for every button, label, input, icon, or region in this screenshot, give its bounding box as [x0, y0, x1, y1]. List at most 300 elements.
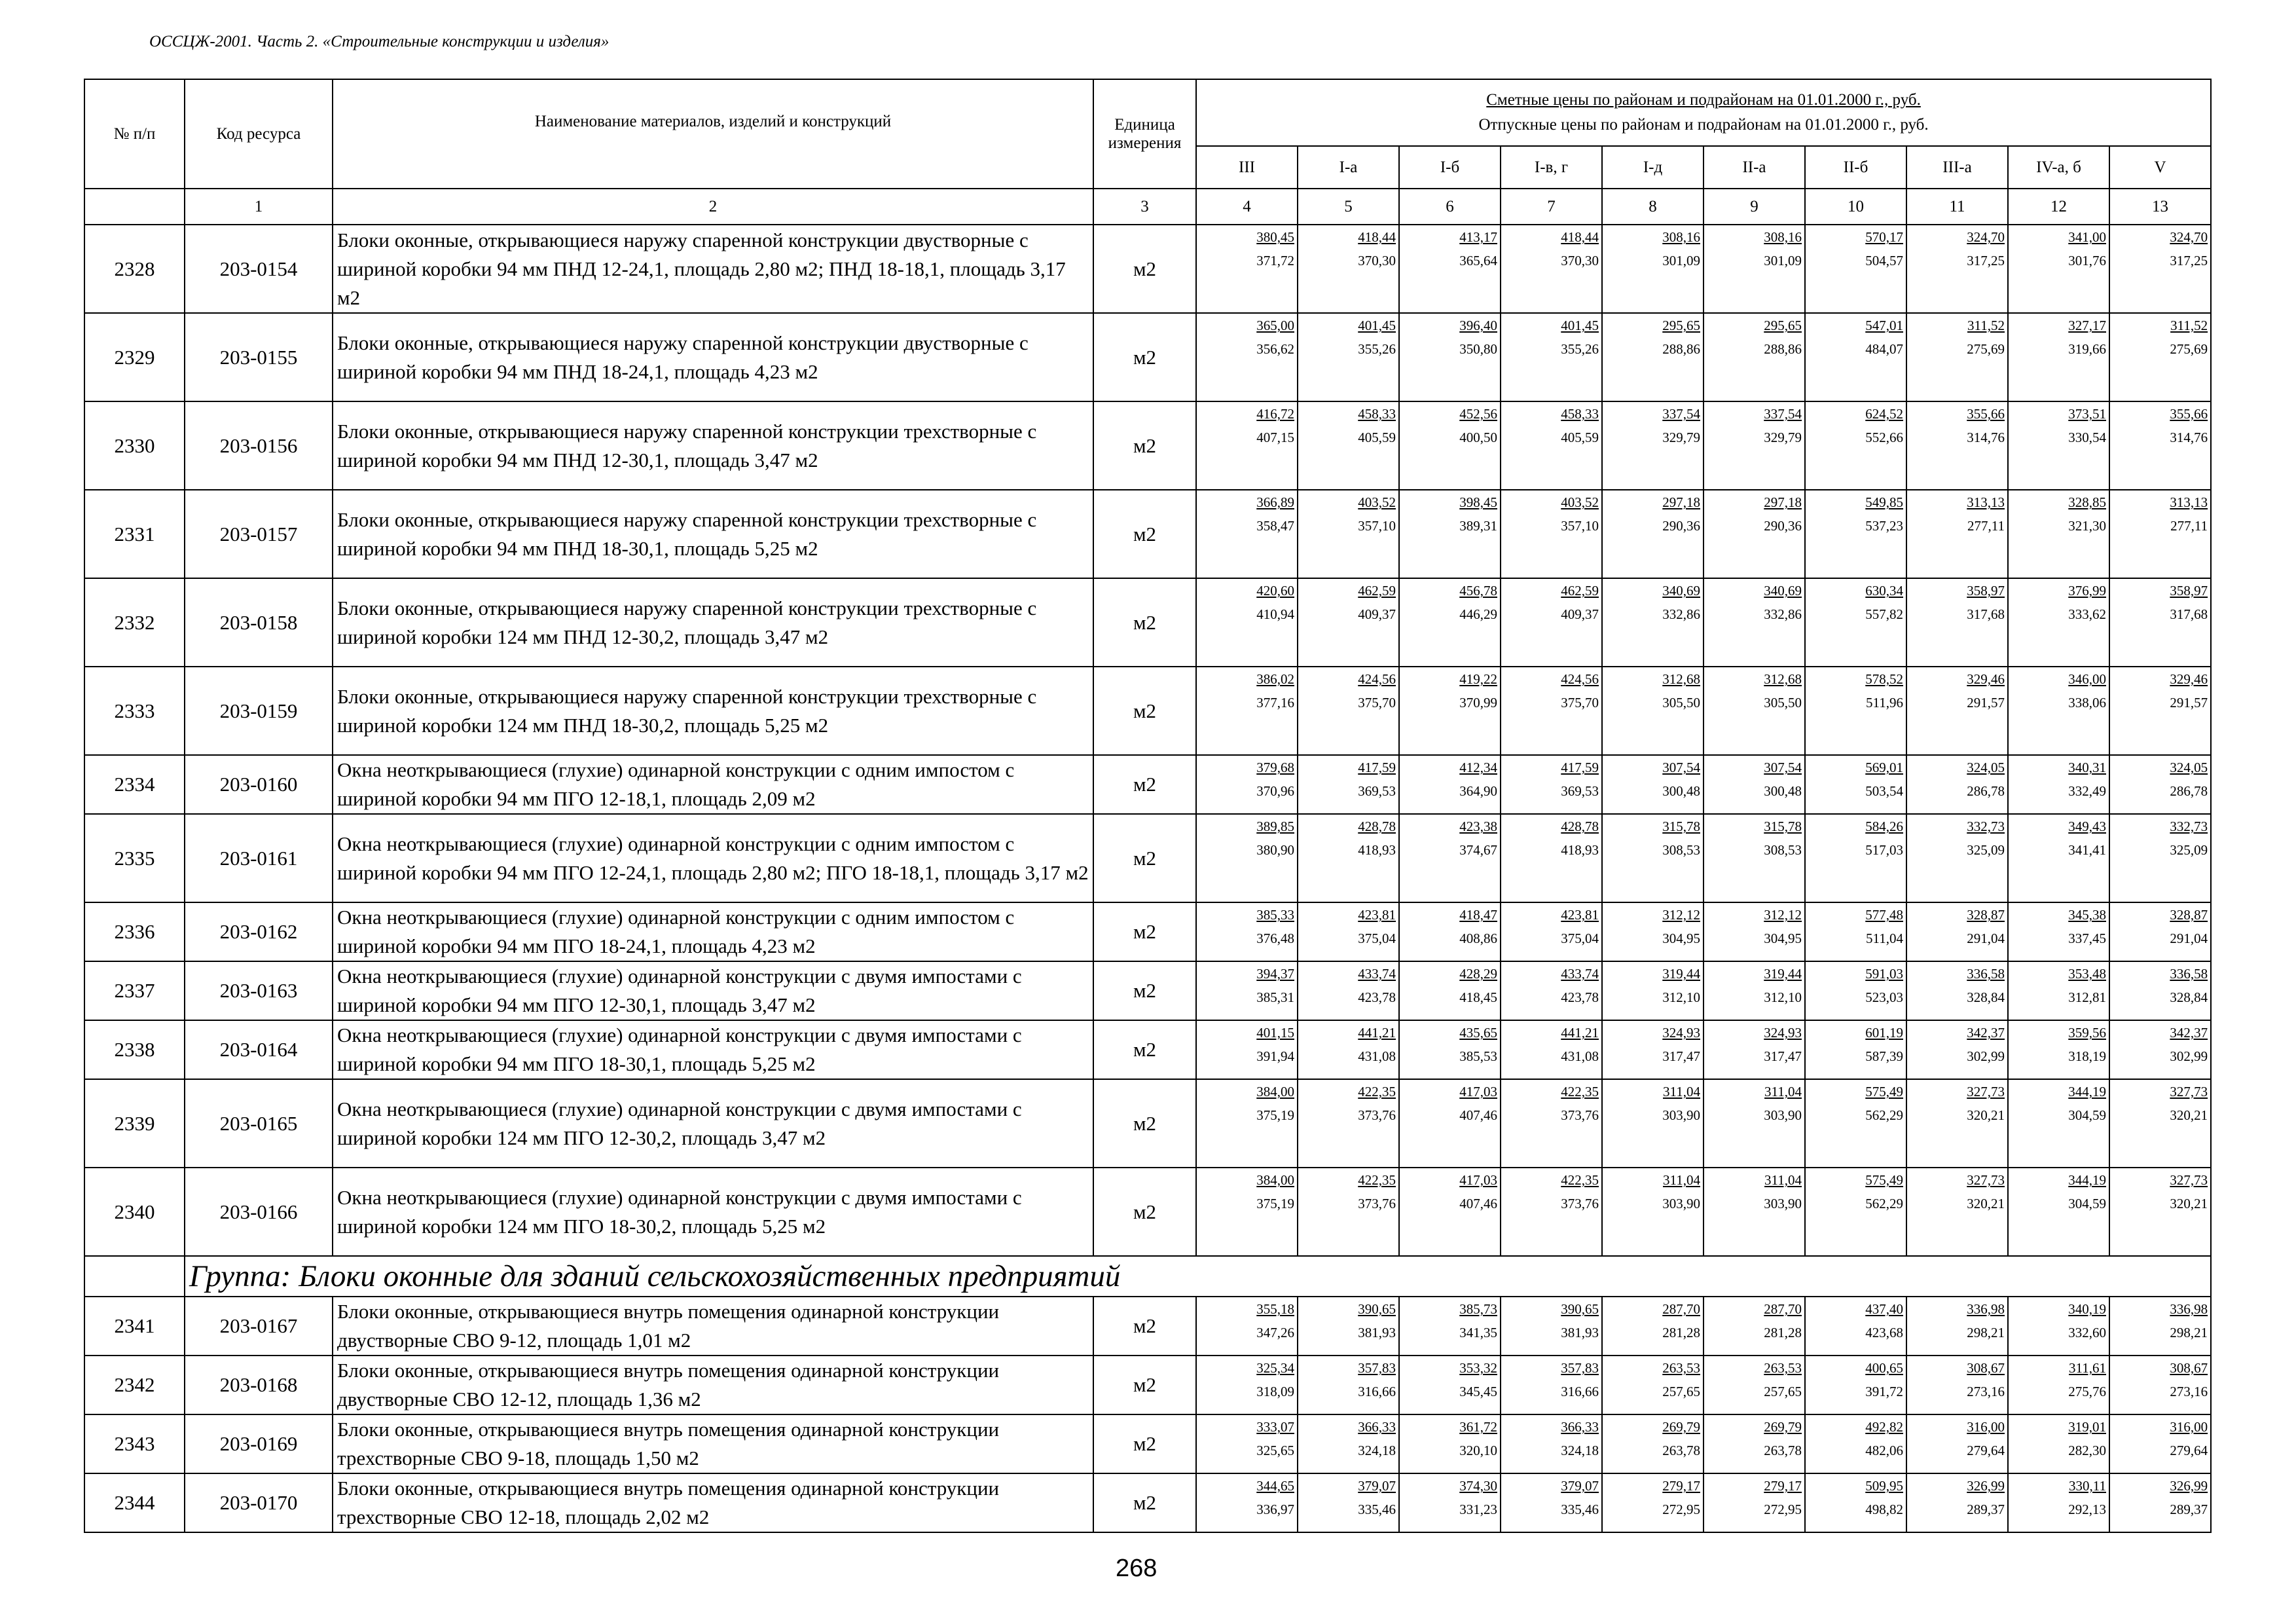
- price-cell: [1298, 1020, 1399, 1079]
- release-price: 370,99: [1459, 695, 1497, 710]
- release-price: 391,94: [1256, 1048, 1294, 1064]
- estimate-price: 428,78: [1561, 819, 1599, 834]
- price-cell: [1501, 1356, 1602, 1414]
- estimate-price: 340,69: [1764, 583, 1802, 599]
- price-cell: [1906, 1020, 2008, 1079]
- price-cell: [1399, 578, 1501, 667]
- release-price: 318,19: [2068, 1048, 2106, 1064]
- header-prices: [1196, 79, 2211, 146]
- release-price: 370,96: [1256, 783, 1294, 799]
- estimate-price: 342,37: [2170, 1025, 2208, 1041]
- estimate-price: 433,74: [1358, 966, 1396, 982]
- row-number: 2333: [84, 667, 185, 755]
- estimate-price: 328,85: [2068, 494, 2106, 510]
- region-header: I-а: [1298, 146, 1399, 189]
- release-price: 407,15: [1256, 430, 1294, 445]
- estimate-price: 332,73: [1967, 819, 2005, 834]
- estimate-price: 373,51: [2068, 406, 2106, 422]
- release-price: 391,72: [1865, 1384, 1903, 1399]
- header-num: № п/п: [84, 79, 185, 189]
- estimate-price: 319,44: [1662, 966, 1700, 982]
- price-cell: [1501, 1168, 1602, 1256]
- price-cell: [1602, 961, 1704, 1020]
- unit-of-measure: м2: [1093, 578, 1196, 667]
- price-cell: [1399, 667, 1501, 755]
- price-cell: [1298, 1297, 1399, 1356]
- estimate-price: 324,93: [1764, 1025, 1802, 1041]
- estimate-price: 601,19: [1865, 1025, 1903, 1041]
- release-price: 332,60: [2068, 1325, 2106, 1340]
- estimate-price: 340,19: [2068, 1301, 2106, 1317]
- release-price: 385,31: [1256, 989, 1294, 1005]
- release-price: 407,46: [1459, 1107, 1497, 1123]
- price-cell: [1196, 667, 1298, 755]
- price-cell: [1602, 755, 1704, 814]
- release-price: 288,86: [1662, 341, 1700, 357]
- estimate-price: 591,03: [1865, 966, 1903, 982]
- release-price: 381,93: [1561, 1325, 1599, 1340]
- estimate-price: 319,01: [2068, 1419, 2106, 1435]
- resource-code: 203-0168: [185, 1356, 333, 1414]
- estimate-price: 549,85: [1865, 494, 1903, 510]
- price-cell: [1704, 1297, 1805, 1356]
- price-cell: [1196, 490, 1298, 578]
- table-row: [84, 1414, 2211, 1473]
- price-cell: [1906, 225, 2008, 313]
- estimate-price: 315,78: [1764, 819, 1802, 834]
- release-price: 303,90: [1764, 1107, 1802, 1123]
- release-price: 498,82: [1865, 1502, 1903, 1517]
- estimate-price: 295,65: [1662, 318, 1700, 333]
- release-price: 370,30: [1561, 253, 1599, 268]
- estimate-price: 416,72: [1256, 406, 1294, 422]
- price-cell: [2109, 1297, 2211, 1356]
- price-cell: [1704, 961, 1805, 1020]
- estimate-price: 311,52: [1967, 318, 2005, 333]
- price-cell: [1298, 1414, 1399, 1473]
- estimate-price: 308,67: [2170, 1360, 2208, 1376]
- price-cell: [1704, 401, 1805, 490]
- price-cell: [2008, 1168, 2109, 1256]
- estimate-price: 308,67: [1967, 1360, 2005, 1376]
- estimate-price: 349,43: [2068, 819, 2106, 834]
- price-cell: [1704, 1168, 1805, 1256]
- price-cell: [1602, 1020, 1704, 1079]
- release-price: 410,94: [1256, 606, 1294, 622]
- estimate-price: 458,33: [1358, 406, 1396, 422]
- price-cell: [1906, 578, 2008, 667]
- unit-of-measure: м2: [1093, 1414, 1196, 1473]
- release-price: 365,64: [1459, 253, 1497, 268]
- table-row: [84, 814, 2211, 902]
- price-cell: [1501, 1079, 1602, 1168]
- price-cell: [1805, 1079, 1906, 1168]
- estimate-price: 327,73: [1967, 1084, 2005, 1099]
- row-number: 2344: [84, 1473, 185, 1532]
- estimate-price: 344,65: [1256, 1478, 1294, 1494]
- release-price: 305,50: [1662, 695, 1700, 710]
- document-header: ОССЦЖ-2001. Часть 2. «Строительные конструкции и изделия»: [149, 33, 610, 50]
- price-cell: [1805, 755, 1906, 814]
- estimate-price: 380,45: [1256, 229, 1294, 245]
- unit-of-measure: м2: [1093, 1020, 1196, 1079]
- price-cell: [1298, 578, 1399, 667]
- estimate-price: 269,79: [1764, 1419, 1802, 1435]
- release-price: 381,93: [1358, 1325, 1396, 1340]
- price-cell: [1298, 902, 1399, 961]
- estimate-price: 333,07: [1256, 1419, 1294, 1435]
- release-price: 289,37: [1967, 1502, 2005, 1517]
- estimate-price: 312,68: [1764, 671, 1802, 687]
- release-price: 320,10: [1459, 1443, 1497, 1458]
- price-cell: [1602, 1168, 1704, 1256]
- price-cell: [1399, 1297, 1501, 1356]
- estimate-price: 336,58: [2170, 966, 2208, 982]
- price-cell: [1196, 961, 1298, 1020]
- unit-of-measure: м2: [1093, 1079, 1196, 1168]
- release-price: 356,62: [1256, 341, 1294, 357]
- price-cell: [2109, 961, 2211, 1020]
- estimate-price: 329,46: [1967, 671, 2005, 687]
- estimate-price: 420,60: [1256, 583, 1294, 599]
- resource-code: 203-0163: [185, 961, 333, 1020]
- estimate-price: 456,78: [1459, 583, 1497, 599]
- price-cell: [1602, 1297, 1704, 1356]
- estimate-price: 312,68: [1662, 671, 1700, 687]
- estimate-price: 423,38: [1459, 819, 1497, 834]
- estimate-price: 433,74: [1561, 966, 1599, 982]
- estimate-price: 575,49: [1865, 1172, 1903, 1188]
- price-cell: [1501, 1020, 1602, 1079]
- release-price: 484,07: [1865, 341, 1903, 357]
- release-price: 329,79: [1764, 430, 1802, 445]
- price-cell: [2109, 1473, 2211, 1532]
- release-price: 328,84: [1967, 989, 2005, 1005]
- resource-code: 203-0166: [185, 1168, 333, 1256]
- row-number: 2341: [84, 1297, 185, 1356]
- estimate-price: 355,66: [1967, 406, 2005, 422]
- resource-code: 203-0161: [185, 814, 333, 902]
- estimate-price: 417,59: [1561, 760, 1599, 775]
- release-price: 350,80: [1459, 341, 1497, 357]
- estimate-price: 413,17: [1459, 229, 1497, 245]
- estimate-price: 359,56: [2068, 1025, 2106, 1041]
- unit-of-measure: м2: [1093, 961, 1196, 1020]
- unit-of-measure: м2: [1093, 313, 1196, 401]
- estimate-price: 396,40: [1459, 318, 1497, 333]
- price-cell: [1906, 401, 2008, 490]
- estimate-price: 384,00: [1256, 1084, 1294, 1099]
- price-cell: [1602, 1079, 1704, 1168]
- estimate-price: 422,35: [1561, 1084, 1599, 1099]
- price-cell: [1906, 490, 2008, 578]
- price-cell: [1501, 578, 1602, 667]
- price-cell: [1602, 313, 1704, 401]
- resource-code: 203-0164: [185, 1020, 333, 1079]
- release-price: 375,19: [1256, 1196, 1294, 1211]
- release-price: 482,06: [1865, 1443, 1903, 1458]
- region-header: IV-а, б: [2008, 146, 2109, 189]
- price-cell: [2109, 1168, 2211, 1256]
- price-cell: [1805, 1356, 1906, 1414]
- estimate-price: 390,65: [1358, 1301, 1396, 1317]
- estimate-price: 327,73: [1967, 1172, 2005, 1188]
- price-cell: [1805, 1168, 1906, 1256]
- estimate-price: 328,87: [1967, 907, 2005, 923]
- price-cell: [1501, 814, 1602, 902]
- price-cell: [1805, 1020, 1906, 1079]
- release-price: 324,18: [1358, 1443, 1396, 1458]
- region-header: V: [2109, 146, 2211, 189]
- price-cell: [1196, 755, 1298, 814]
- price-cell: [2109, 1020, 2211, 1079]
- release-price: 290,36: [1764, 518, 1802, 534]
- column-number: 2: [333, 189, 1093, 225]
- release-price: 329,79: [1662, 430, 1700, 445]
- row-number: 2335: [84, 814, 185, 902]
- price-cell: [1704, 902, 1805, 961]
- release-price: 341,35: [1459, 1325, 1497, 1340]
- release-price: 291,04: [2170, 931, 2208, 946]
- release-price: 318,09: [1256, 1384, 1294, 1399]
- price-cell: [1298, 1079, 1399, 1168]
- column-number: 11: [1906, 189, 2008, 225]
- release-price: 291,57: [2170, 695, 2208, 710]
- estimate-price: 365,00: [1256, 318, 1294, 333]
- price-cell: [1805, 814, 1906, 902]
- price-cell: [1602, 401, 1704, 490]
- estimate-price: 324,93: [1662, 1025, 1700, 1041]
- release-price: 320,21: [1967, 1107, 2005, 1123]
- price-cell: [1196, 1020, 1298, 1079]
- price-cell: [2008, 1414, 2109, 1473]
- release-price: 312,81: [2068, 989, 2106, 1005]
- material-name: Окна неоткрывающиеся (глухие) одинарной конструкции с одним импостом с шириной коробки 94 мм ПГО 12-24,1, площадь 2,80 м2; ПГО 18-18,1, площадь 3,17 м2: [333, 814, 1093, 902]
- price-cell: [2008, 313, 2109, 401]
- price-cell: [1906, 1079, 2008, 1168]
- price-cell: [2008, 490, 2109, 578]
- estimate-price: 311,04: [1663, 1084, 1700, 1099]
- price-cell: [1298, 814, 1399, 902]
- estimate-price: 287,70: [1662, 1301, 1700, 1317]
- release-price: 314,76: [1967, 430, 2005, 445]
- release-price: 338,06: [2068, 695, 2106, 710]
- release-price: 408,86: [1459, 931, 1497, 946]
- price-cell: [1805, 1473, 1906, 1532]
- price-cell: [2109, 1356, 2211, 1414]
- release-price: 355,26: [1358, 341, 1396, 357]
- price-cell: [1906, 1473, 2008, 1532]
- estimate-price: 418,44: [1358, 229, 1396, 245]
- release-price: 257,65: [1662, 1384, 1700, 1399]
- estimate-price: 441,21: [1358, 1025, 1396, 1041]
- price-cell: [1704, 667, 1805, 755]
- price-cell: [1298, 1473, 1399, 1532]
- release-price: 374,67: [1459, 842, 1497, 858]
- release-price: 511,96: [1866, 695, 1903, 710]
- price-cell: [1906, 667, 2008, 755]
- estimate-price: 403,52: [1561, 494, 1599, 510]
- estimate-price: 263,53: [1662, 1360, 1700, 1376]
- column-number: 5: [1298, 189, 1399, 225]
- price-cell: [1906, 1414, 2008, 1473]
- price-cell: [1704, 313, 1805, 401]
- release-price: 281,28: [1764, 1325, 1802, 1340]
- estimate-price: 319,44: [1764, 966, 1802, 982]
- estimate-price: 376,99: [2068, 583, 2106, 599]
- region-header: III-а: [1906, 146, 2008, 189]
- release-price: 292,13: [2068, 1502, 2106, 1517]
- estimate-price: 412,34: [1459, 760, 1497, 775]
- estimate-price: 379,07: [1561, 1478, 1599, 1494]
- release-price: 279,64: [2170, 1443, 2208, 1458]
- material-name: Блоки оконные, открывающиеся наружу спаренной конструкции трехстворные с шириной коробки 124 мм ПНД 18-30,2, площадь 5,25 м2: [333, 667, 1093, 755]
- release-price: 304,59: [2068, 1107, 2106, 1123]
- group-title: Группа: Блоки оконные для зданий сельскохозяйственных предприятий: [185, 1256, 2211, 1297]
- price-cell: [1399, 1168, 1501, 1256]
- price-cell: [1196, 1414, 1298, 1473]
- release-price: 370,30: [1358, 253, 1396, 268]
- estimate-price: 424,56: [1358, 671, 1396, 687]
- column-number: 12: [2008, 189, 2109, 225]
- price-cell: [1602, 902, 1704, 961]
- group-row: [84, 1256, 2211, 1297]
- table-row: [84, 755, 2211, 814]
- estimate-price: 379,68: [1256, 760, 1294, 775]
- estimate-price: 462,59: [1358, 583, 1396, 599]
- resource-code: 203-0156: [185, 401, 333, 490]
- estimate-price: 361,72: [1459, 1419, 1497, 1435]
- price-cell: [2008, 961, 2109, 1020]
- release-price: 357,10: [1561, 518, 1599, 534]
- release-price: 423,78: [1561, 989, 1599, 1005]
- price-cell: [2109, 225, 2211, 313]
- estimate-price: 437,40: [1865, 1301, 1903, 1317]
- table-row: [84, 401, 2211, 490]
- unit-of-measure: м2: [1093, 667, 1196, 755]
- price-cell: [1805, 313, 1906, 401]
- resource-code: 203-0170: [185, 1473, 333, 1532]
- estimate-price: 428,29: [1459, 966, 1497, 982]
- estimate-price: 330,11: [2069, 1478, 2106, 1494]
- estimate-price: 332,73: [2170, 819, 2208, 834]
- price-cell: [1399, 814, 1501, 902]
- estimate-price: 424,56: [1561, 671, 1599, 687]
- price-table: [84, 79, 2212, 1533]
- row-number: 2342: [84, 1356, 185, 1414]
- price-cell: [1704, 225, 1805, 313]
- estimate-price: 355,18: [1256, 1301, 1294, 1317]
- estimate-price: 358,97: [2170, 583, 2208, 599]
- release-price: 263,78: [1662, 1443, 1700, 1458]
- release-price: 316,66: [1561, 1384, 1599, 1399]
- price-cell: [1196, 1356, 1298, 1414]
- release-price: 552,66: [1865, 430, 1903, 445]
- estimate-price: 336,98: [1967, 1301, 2005, 1317]
- estimate-price: 346,00: [2068, 671, 2106, 687]
- estimate-price: 337,54: [1662, 406, 1700, 422]
- estimate-price: 569,01: [1865, 760, 1903, 775]
- release-price: 282,30: [2068, 1443, 2106, 1458]
- estimate-price: 287,70: [1764, 1301, 1802, 1317]
- column-number: 3: [1093, 189, 1196, 225]
- price-cell: [1906, 1297, 2008, 1356]
- header-prices-release: Отпускные цены по районам и подрайонам на 01.01.2000 г., руб.: [1478, 116, 1929, 134]
- release-price: 320,21: [2170, 1107, 2208, 1123]
- price-cell: [1399, 313, 1501, 401]
- price-cell: [1805, 961, 1906, 1020]
- release-price: 373,76: [1561, 1196, 1599, 1211]
- resource-code: 203-0160: [185, 755, 333, 814]
- row-number: 2336: [84, 902, 185, 961]
- resource-code: 203-0165: [185, 1079, 333, 1168]
- release-price: 263,78: [1764, 1443, 1802, 1458]
- material-name: Блоки оконные, открывающиеся внутрь помещения одинарной конструкции двустворные СВО 12-12, площадь 1,36 м2: [333, 1356, 1093, 1414]
- estimate-price: 297,18: [1662, 494, 1700, 510]
- estimate-price: 575,49: [1865, 1084, 1903, 1099]
- estimate-price: 341,00: [2068, 229, 2106, 245]
- release-price: 423,78: [1358, 989, 1396, 1005]
- estimate-price: 366,33: [1561, 1419, 1599, 1435]
- price-cell: [2008, 401, 2109, 490]
- region-header: III: [1196, 146, 1298, 189]
- estimate-price: 400,65: [1865, 1360, 1903, 1376]
- estimate-price: 307,54: [1662, 760, 1700, 775]
- material-name: Блоки оконные, открывающиеся наружу спаренной конструкции трехстворные с шириной коробки 94 мм ПНД 18-30,1, площадь 5,25 м2: [333, 490, 1093, 578]
- resource-code: 203-0167: [185, 1297, 333, 1356]
- column-number: 7: [1501, 189, 1602, 225]
- price-cell: [2008, 755, 2109, 814]
- material-name: Окна неоткрывающиеся (глухие) одинарной конструкции с двумя импостами с шириной коробки 124 мм ПГО 12-30,2, площадь 3,47 м2: [333, 1079, 1093, 1168]
- row-number: 2331: [84, 490, 185, 578]
- price-cell: [2109, 578, 2211, 667]
- estimate-price: 326,99: [2170, 1478, 2208, 1494]
- price-cell: [1399, 1473, 1501, 1532]
- release-price: 308,53: [1764, 842, 1802, 858]
- price-cell: [1501, 1414, 1602, 1473]
- release-price: 316,66: [1358, 1384, 1396, 1399]
- release-price: 303,90: [1662, 1196, 1700, 1211]
- row-number: 2337: [84, 961, 185, 1020]
- price-cell: [1906, 1356, 2008, 1414]
- release-price: 272,95: [1662, 1502, 1700, 1517]
- unit-of-measure: м2: [1093, 755, 1196, 814]
- material-name: Блоки оконные, открывающиеся внутрь помещения одинарной конструкции двустворные СВО 9-12, площадь 1,01 м2: [333, 1297, 1093, 1356]
- release-price: 423,68: [1865, 1325, 1903, 1340]
- release-price: 279,64: [1967, 1443, 2005, 1458]
- unit-of-measure: м2: [1093, 401, 1196, 490]
- release-price: 290,36: [1662, 518, 1700, 534]
- release-price: 304,59: [2068, 1196, 2106, 1211]
- release-price: 375,04: [1561, 931, 1599, 946]
- price-cell: [2008, 1473, 2109, 1532]
- estimate-price: 311,04: [1764, 1084, 1802, 1099]
- release-price: 523,03: [1865, 989, 1903, 1005]
- price-cell: [1196, 578, 1298, 667]
- estimate-price: 312,12: [1764, 907, 1802, 923]
- release-price: 511,04: [1866, 931, 1903, 946]
- estimate-price: 342,37: [1967, 1025, 2005, 1041]
- price-cell: [1704, 1473, 1805, 1532]
- release-price: 377,16: [1256, 695, 1294, 710]
- price-cell: [1906, 1168, 2008, 1256]
- estimate-price: 418,47: [1459, 907, 1497, 923]
- estimate-price: 312,12: [1662, 907, 1700, 923]
- price-cell: [1501, 313, 1602, 401]
- table-row: [84, 578, 2211, 667]
- price-cell: [1196, 902, 1298, 961]
- unit-of-measure: м2: [1093, 1168, 1196, 1256]
